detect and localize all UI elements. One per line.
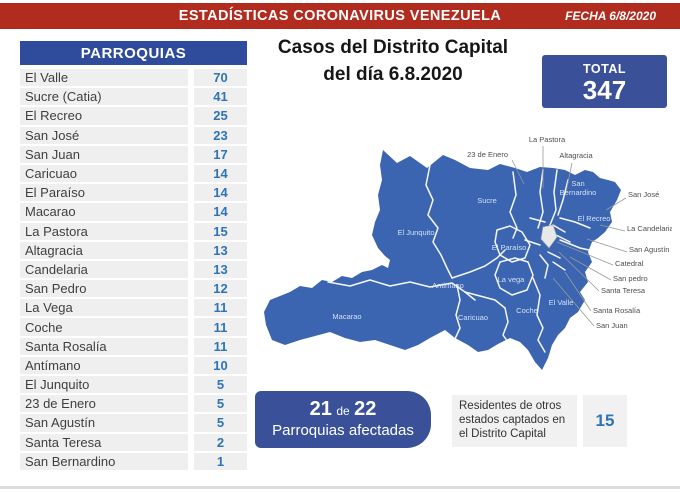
- table-row: [20, 338, 247, 355]
- parish-name: La Pastora: [20, 223, 188, 240]
- residents-value: 15: [583, 395, 627, 447]
- map-callout-label: Catedral: [615, 259, 644, 268]
- affected-count: 21: [309, 398, 332, 420]
- affected-parishes-box: [255, 391, 431, 448]
- table-row: [20, 414, 247, 431]
- affected-count-line: [255, 398, 431, 422]
- table-row: [20, 453, 247, 470]
- parish-name: Santa Rosalía: [20, 338, 188, 355]
- map-parish-label: El Paraíso: [491, 243, 527, 252]
- map-callout-label: San Juan: [596, 321, 628, 330]
- table-row: [20, 69, 247, 86]
- map-parish-label: Coche: [516, 306, 538, 315]
- parish-count: 25: [194, 107, 247, 124]
- table-row: [20, 434, 247, 451]
- table-row: [20, 357, 247, 374]
- table-row: [20, 395, 247, 412]
- table-header: PARROQUIAS: [20, 41, 247, 65]
- table-row: [20, 88, 247, 105]
- parish-name: Altagracia: [20, 242, 188, 259]
- map-callout-label: Santa Rosalía: [593, 306, 641, 315]
- parish-name: El Recreo: [20, 107, 188, 124]
- affected-of-word: de: [336, 404, 350, 418]
- parish-count: 5: [194, 414, 247, 431]
- table-row: [20, 299, 247, 316]
- map-callout-label: San pedro: [613, 274, 648, 283]
- map-callout-label: Santa Teresa: [601, 286, 646, 295]
- map-callout-label: La Candelaria: [627, 224, 672, 233]
- parish-name: San Pedro: [20, 280, 188, 297]
- parish-name: San Agustín: [20, 414, 188, 431]
- map-callout-label: Altagracia: [559, 151, 593, 160]
- map-callout-label: San José: [628, 190, 660, 199]
- parish-name: El Valle: [20, 69, 188, 86]
- parish-count: 10: [194, 357, 247, 374]
- date-label: FECHA 6/8/2020: [565, 9, 656, 23]
- parish-count: 23: [194, 127, 247, 144]
- map-callout-label: 23 de Enero: [467, 150, 508, 159]
- parish-name: Macarao: [20, 203, 188, 220]
- table-body: [20, 69, 247, 470]
- parish-name: Caricuao: [20, 165, 188, 182]
- table-row: [20, 146, 247, 163]
- parish-name: Sucre (Catia): [20, 88, 188, 105]
- parish-name: Antímano: [20, 357, 188, 374]
- total-label: TOTAL: [582, 62, 626, 76]
- parroquias-table: [20, 41, 247, 472]
- parish-count: 41: [194, 88, 247, 105]
- slide-bottom-edge: [0, 486, 680, 489]
- distrito-capital-map: [260, 120, 672, 382]
- map-parish-label: Sucre: [477, 196, 497, 205]
- section-title-line2: del día 6.8.2020: [323, 64, 463, 85]
- map-parish-label: Caricuao: [457, 313, 489, 322]
- parish-count: 11: [194, 299, 247, 316]
- residents-note: Residentes de otros estados captados en el Distrito Capital: [452, 395, 577, 447]
- table-row: [20, 376, 247, 393]
- parish-count: 2: [194, 434, 247, 451]
- total-value: 347: [582, 75, 627, 105]
- table-row: [20, 203, 247, 220]
- parish-count: 12: [194, 280, 247, 297]
- top-header-bar: [0, 3, 680, 29]
- parish-name: El Paraíso: [20, 184, 188, 201]
- page-title: ESTADÍSTICAS CORONAVIRUS VENEZUELA: [178, 8, 502, 24]
- parish-count: 5: [194, 395, 247, 412]
- parish-name: El Junquito: [20, 376, 188, 393]
- table-row: [20, 165, 247, 182]
- map-container: [260, 120, 672, 382]
- parish-name: San Bernardino: [20, 453, 188, 470]
- parish-count: 14: [194, 203, 247, 220]
- parish-count: 14: [194, 184, 247, 201]
- map-parish-label: El Junquito: [397, 228, 435, 237]
- parish-name: Candelaria: [20, 261, 188, 278]
- parish-count: 11: [194, 318, 247, 335]
- parish-count: 11: [194, 338, 247, 355]
- table-row: [20, 280, 247, 297]
- table-row: [20, 184, 247, 201]
- parish-name: Coche: [20, 318, 188, 335]
- map-parish-label: La vega: [497, 275, 525, 284]
- parish-name: San José: [20, 127, 188, 144]
- map-callout-label: La Pastora: [528, 135, 566, 144]
- parish-name: Santa Teresa: [20, 434, 188, 451]
- map-parish-label: Macarao: [332, 312, 362, 321]
- parish-name: 23 de Enero: [20, 395, 188, 412]
- total-box: [542, 55, 667, 108]
- table-row: [20, 107, 247, 124]
- parish-count: 13: [194, 261, 247, 278]
- table-row: [20, 223, 247, 240]
- section-title-line1: Casos del Distrito Capital: [277, 37, 509, 58]
- map-parish-label: El Recreo: [577, 214, 611, 223]
- map-parish-label: San Bernardino: [559, 179, 597, 197]
- map-parish-label: Antimano: [432, 281, 464, 290]
- parish-name: La Vega: [20, 299, 188, 316]
- table-row: [20, 261, 247, 278]
- affected-caption: Parroquias afectadas: [272, 422, 414, 439]
- table-row: [20, 242, 247, 259]
- parish-count: 13: [194, 242, 247, 259]
- parish-name: San Juan: [20, 146, 188, 163]
- map-parish-label: El Valle: [548, 298, 574, 307]
- map-callout-label: San Agustín: [629, 245, 670, 254]
- parish-count: 1: [194, 453, 247, 470]
- affected-total: 22: [354, 398, 377, 420]
- table-row: [20, 127, 247, 144]
- section-title: [266, 34, 520, 88]
- parish-count: 15: [194, 223, 247, 240]
- map-leader-line: [587, 239, 627, 252]
- parish-count: 5: [194, 376, 247, 393]
- parish-count: 14: [194, 165, 247, 182]
- parish-count: 70: [194, 69, 247, 86]
- table-row: [20, 318, 247, 335]
- parish-count: 17: [194, 146, 247, 163]
